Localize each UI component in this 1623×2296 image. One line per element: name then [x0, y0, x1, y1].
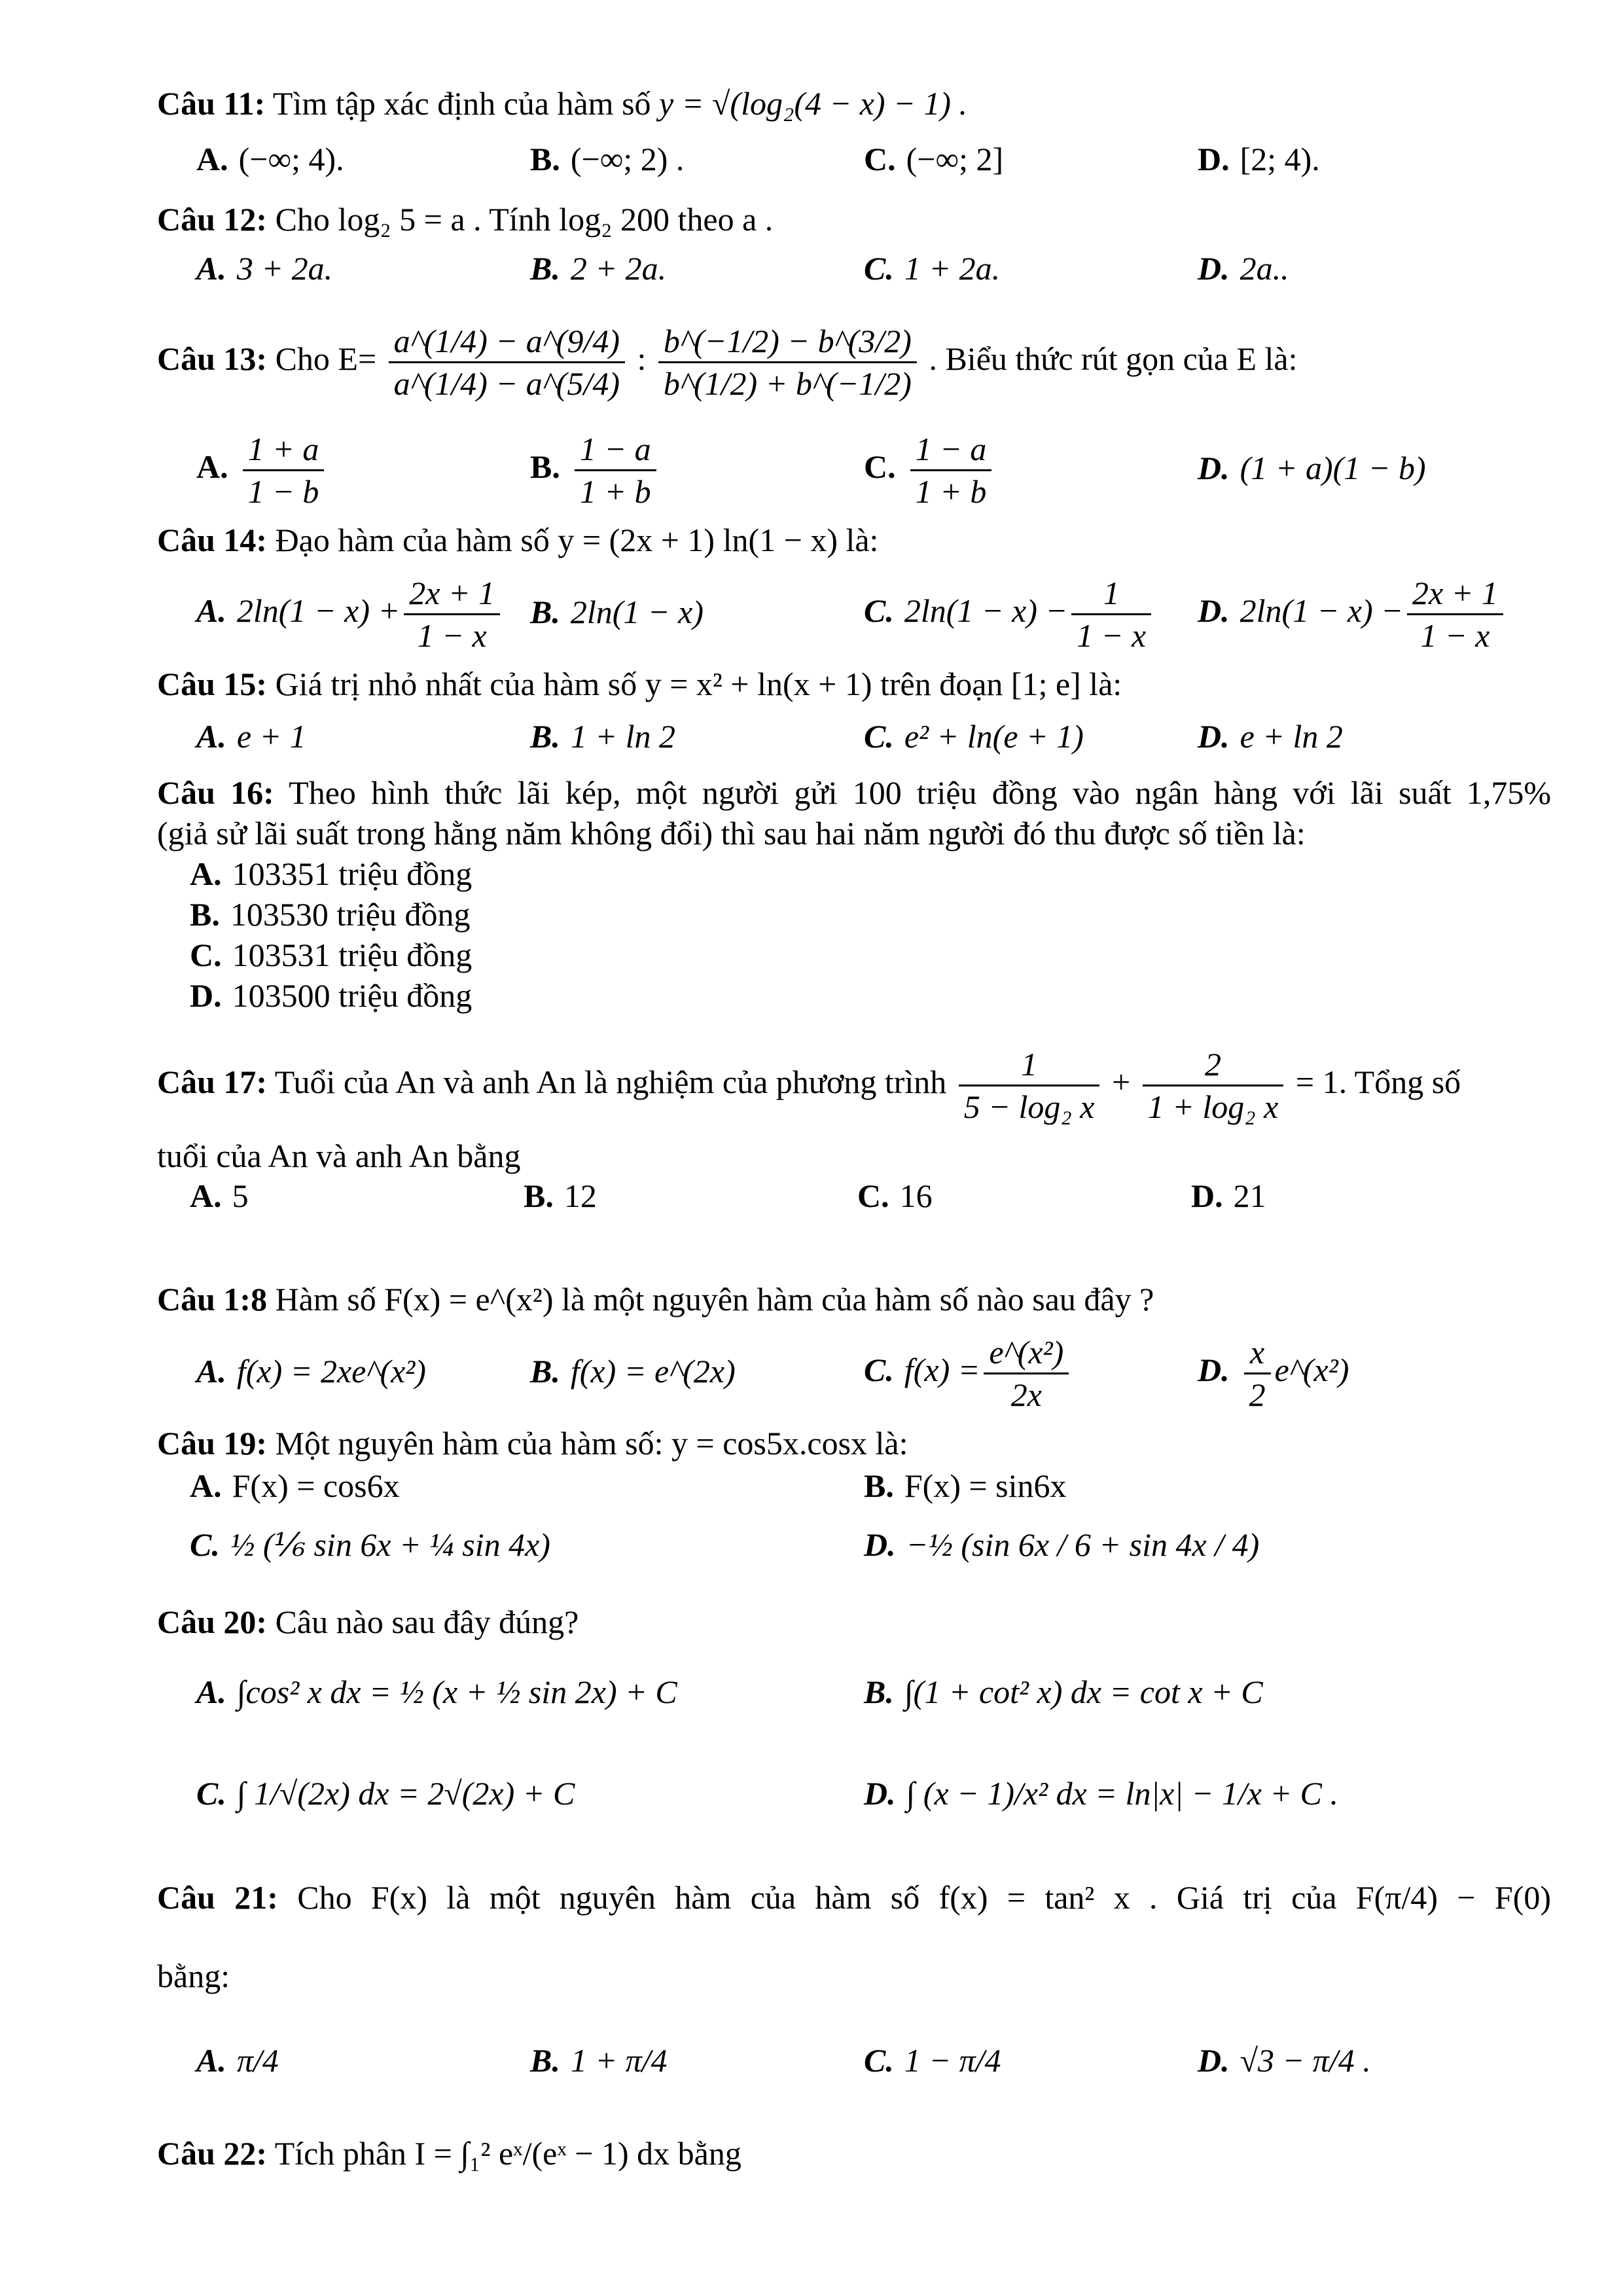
- question-expr: y = √(log₂(4 − x) − 1) .: [659, 85, 967, 122]
- option-c: C. 103531 triệu đồng: [190, 937, 473, 973]
- question-12: [157, 200, 773, 239]
- fraction-b: $\frac{b\^{}(-1/2) - b\^{}(3/2)}{b\^{}(1/2) + b\^{}(-1/2)}$: [658, 321, 917, 404]
- option-a: A. (−∞; 4).: [196, 141, 344, 177]
- question-22: [157, 2134, 741, 2173]
- option-c: C. 16: [857, 1177, 933, 1214]
- option-b: B. 2ln(1 − x): [530, 594, 704, 630]
- question-16-line2: (giả sử lãi suất trong hằng năm không đổi) thì sau hai năm người đó thu được số tiền là:: [157, 815, 1306, 852]
- question-21: [157, 1877, 1551, 1918]
- question-13: Câu 13: Cho E= $\frac{a\^{}(1/4) - a\^{}(9/4)}{a\^{}(1/4) - a\^{}(5/4)}$ : $\frac{b\^{}(-1/2) - b\^{}(3/2)}{b\^{}(1/2) + b\^{}(-1/2)}$ . Biểu thức rút gọn của E là:: [157, 321, 1298, 404]
- question-text: Theo hình thức lãi kép, một người gửi 100 triệu đồng vào ngân hàng với lãi suất 1,75%: [289, 774, 1551, 811]
- option-d: D. ∫ (x − 1)/x² dx = ln|x| − 1/x + C .: [864, 1775, 1339, 1812]
- option-b: B. 1 + ln 2: [530, 718, 675, 755]
- question-17: Câu 17: Tuổi của An và anh An là nghiệm của phương trình $\frac{1}{\text{5 − log₂ x}}$ + $\frac{2}{\text{1 + log₂ x}}$ = 1. Tổng số: [157, 1044, 1461, 1127]
- question-label: Câu 16:: [157, 774, 274, 811]
- option-d: D. [2; 4).: [1198, 141, 1320, 177]
- question-21-line2: bằng:: [157, 1958, 230, 1994]
- option-a: A. ∫cos² x dx = ½ (x + ½ sin 2x) + C: [196, 1674, 677, 1710]
- question-16: [157, 772, 1551, 813]
- option-a: A. f(x) = 2xe^(x²): [196, 1353, 426, 1390]
- option-c: C. $\frac{1 - a}{1 + b}$: [864, 429, 995, 512]
- option-d: D. −½ (sin 6x / 6 + sin 4x / 4): [864, 1526, 1260, 1563]
- question-text: Đạo hàm của hàm số y = (2x + 1) ln(1 − x) là:: [275, 522, 879, 558]
- question-text: Tuổi của An và anh An là nghiệm của phương trình: [274, 1063, 947, 1100]
- option-a: A. e + 1: [196, 718, 306, 755]
- question-label: Câu 17:: [157, 1063, 268, 1100]
- question-20: [157, 1602, 579, 1641]
- option-b: B. F(x) = sin6x: [864, 1467, 1067, 1504]
- question-label: Câu 22:: [157, 2135, 268, 2172]
- question-label: Câu 20:: [157, 1604, 268, 1640]
- question-label: Câu 11:: [157, 85, 266, 122]
- option-a: A. F(x) = cos6x: [190, 1467, 400, 1504]
- question-15: [157, 664, 1122, 704]
- question-11: [157, 84, 967, 123]
- option-c: C. (−∞; 2]: [864, 141, 1004, 177]
- question-text: Tích phân I = ∫₁² eˣ/(eˣ − 1) dx bằng: [274, 2135, 741, 2172]
- option-c: C. ∫ 1/√(2x) dx = 2√(2x) + C: [196, 1775, 575, 1812]
- option-b: B. 2 + 2a.: [530, 250, 667, 287]
- question-18: [157, 1280, 1154, 1319]
- option-b: B. ∫(1 + cot² x) dx = cot x + C: [864, 1674, 1263, 1710]
- question-text: Tìm tập xác định của hàm số: [272, 85, 651, 122]
- option-a: A. $\frac{1 + a}{1 - b}$: [196, 429, 328, 512]
- option-a: A. 5: [190, 1177, 249, 1214]
- option-c: C. e² + ln(e + 1): [864, 718, 1084, 755]
- option-d: D. (1 + a)(1 − b): [1198, 450, 1426, 486]
- option-b: B. $\frac{1 - a}{1 + b}$: [530, 429, 660, 512]
- question-text: Câu nào sau đây đúng?: [275, 1604, 579, 1640]
- question-text: Giá trị nhỏ nhất của hàm số y = x² + ln(x + 1) trên đoạn [1; e] là:: [275, 666, 1122, 702]
- question-label: Câu 1:8: [157, 1281, 268, 1318]
- option-c: C. 2ln(1 − x) − $\frac{1}{1 - x}$: [864, 573, 1155, 656]
- option-d: D. 103500 triệu đồng: [190, 977, 473, 1014]
- option-a: A. 3 + 2a.: [196, 250, 333, 287]
- question-label: Câu 15:: [157, 666, 268, 702]
- question-14: [157, 520, 878, 560]
- question-label: Câu 21:: [157, 1879, 278, 1916]
- option-c: C. ½ (⅙ sin 6x + ¼ sin 4x): [190, 1526, 550, 1563]
- option-d: D. 21: [1191, 1177, 1266, 1214]
- option-c: C. 1 + 2a.: [864, 250, 1001, 287]
- question-label: Câu 12:: [157, 201, 268, 238]
- question-text: Một nguyên hàm của hàm số: y = cos5x.cosx là:: [275, 1425, 908, 1462]
- option-d: D. √3 − π/4 .: [1198, 2042, 1371, 2079]
- option-b: B. (−∞; 2) .: [530, 141, 685, 177]
- option-a: A. 103351 triệu đồng: [190, 855, 473, 892]
- question-text: Cho F(x) là một nguyên hàm của hàm số f(x) = tan² x . Giá trị của F(π/4) − F(0): [297, 1879, 1551, 1916]
- option-a: A. π/4: [196, 2042, 279, 2079]
- option-a: A. 2ln(1 − x) + $\frac{2x + 1}{1 - x}$: [196, 573, 504, 656]
- question-label: Câu 19:: [157, 1425, 268, 1462]
- option-b: B. 103530 triệu đồng: [190, 896, 471, 933]
- option-c: C. 1 − π/4: [864, 2042, 1001, 2079]
- option-d: D. $\frac{x}{2}$ e^(x²): [1198, 1332, 1349, 1415]
- question-17-line2: tuổi của An và anh An bằng: [157, 1138, 521, 1174]
- fraction-a: $\frac{a\^{}(1/4) - a\^{}(9/4)}{a\^{}(1/4) - a\^{}(5/4)}$: [389, 321, 625, 404]
- option-d: D. e + ln 2: [1198, 718, 1343, 755]
- option-c: C. f(x) = $\frac{\text{e\textasciicircum{}(x²)}}{2x}$: [864, 1332, 1073, 1415]
- question-label: Câu 13:: [157, 340, 268, 377]
- question-19: [157, 1424, 908, 1463]
- question-label: Câu 14:: [157, 522, 268, 558]
- question-text: Cho log₂ 5 = a . Tính log₂ 200 theo a .: [275, 201, 774, 238]
- option-d: D. 2a..: [1198, 250, 1289, 287]
- option-b: B. 1 + π/4: [530, 2042, 668, 2079]
- option-b: B. 12: [524, 1177, 597, 1214]
- question-text: Hàm số F(x) = e^(x²) là một nguyên hàm của hàm số nào sau đây ?: [275, 1281, 1154, 1318]
- option-b: B. f(x) = e^(2x): [530, 1353, 736, 1390]
- option-d: D. 2ln(1 − x) − $\frac{2x + 1}{1 - x}$: [1198, 573, 1507, 656]
